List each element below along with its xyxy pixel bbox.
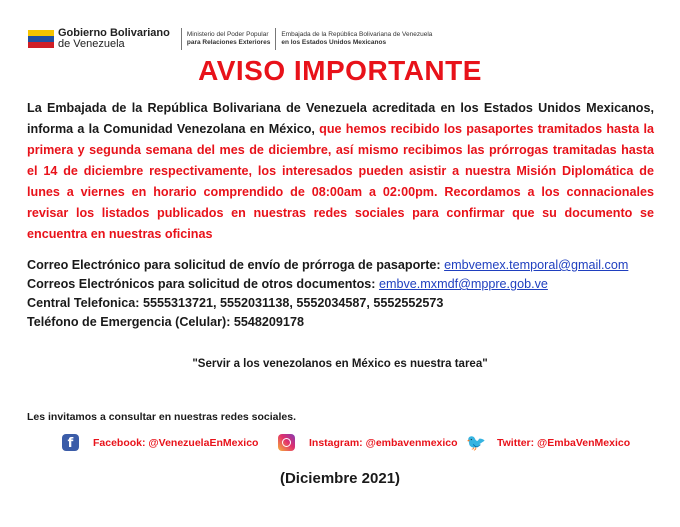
contact-line-docs: Correos Electrónicos para solicitud de otros documentos: embve.mxmdf@mppre.gob.ve — [27, 277, 548, 291]
contact-line-phone: Central Telefonica: 5555313721, 5552031138, 5552034587, 5552552573 — [27, 296, 444, 310]
contact-line-extension: Correo Electrónico para solicitud de envío de prórroga de pasaporte: embvemex.temporal@gmail.com — [27, 258, 629, 272]
letterhead — [28, 24, 488, 54]
contact-info — [27, 256, 657, 332]
twitter-link[interactable]: 🐦 Twitter: @EmbaVenMexico — [466, 433, 631, 452]
motto: "Servir a los venezolanos en México es nuestra tarea" — [192, 358, 488, 370]
instagram-icon — [278, 434, 295, 451]
social-invite: Les invitamos a consultar en nuestras redes sociales. — [27, 411, 297, 423]
facebook-link[interactable]: f Facebook: @VenezuelaEnMexico — [62, 434, 258, 451]
page-title: AVISO IMPORTANTE — [198, 55, 482, 86]
twitter-icon: 🐦 — [466, 433, 486, 452]
announcement-details: que hemos recibido los pasaportes tramitados hasta la primera y segunda semana del mes de diciembre, así mismo recibimos las prórrogas tramitadas hasta el 14 de diciembre respectivamente, los interesados pueden asistir a nuestra Misión Diplomática de lunes a viernes en horario comprendido de 08:00am a 02:00pm. Recordamos a los connacionales revisar los listados publicados en nuestras redes sociales para confirmar que su documento se encuentra en nuestras oficinas — [27, 122, 654, 241]
contact-line-emergency: Teléfono de Emergencia (Celular): 5548209178 — [27, 315, 304, 329]
facebook-icon: f — [62, 434, 79, 451]
email-extension-link[interactable]: embvemex.temporal@gmail.com — [444, 258, 629, 272]
government-logo-text: Gobierno Bolivariano de Venezuela — [58, 27, 170, 50]
instagram-link[interactable]: Instagram: @embavenmexico — [278, 434, 458, 451]
embassy-text: Embajada de la República Bolivariana de Venezuela en los Estados Unidos Mexicanos — [281, 31, 433, 46]
header-divider — [275, 28, 276, 50]
social-links — [0, 434, 680, 458]
announcement-intro: La Embajada de la República Bolivariana de Venezuela acreditada en los Estados Unidos Mexicanos, informa a la Comunidad Venezolana en México, — [27, 101, 654, 136]
email-docs-link[interactable]: embve.mxmdf@mppre.gob.ve — [379, 277, 548, 291]
announcement-paragraph — [27, 98, 654, 245]
venezuela-flag-logo — [28, 28, 54, 50]
document-date: (Diciembre 2021) — [279, 470, 401, 487]
ministry-text: Ministerio del Poder Popular para Relaciones Exteriores — [186, 31, 271, 46]
header-divider — [181, 28, 182, 50]
